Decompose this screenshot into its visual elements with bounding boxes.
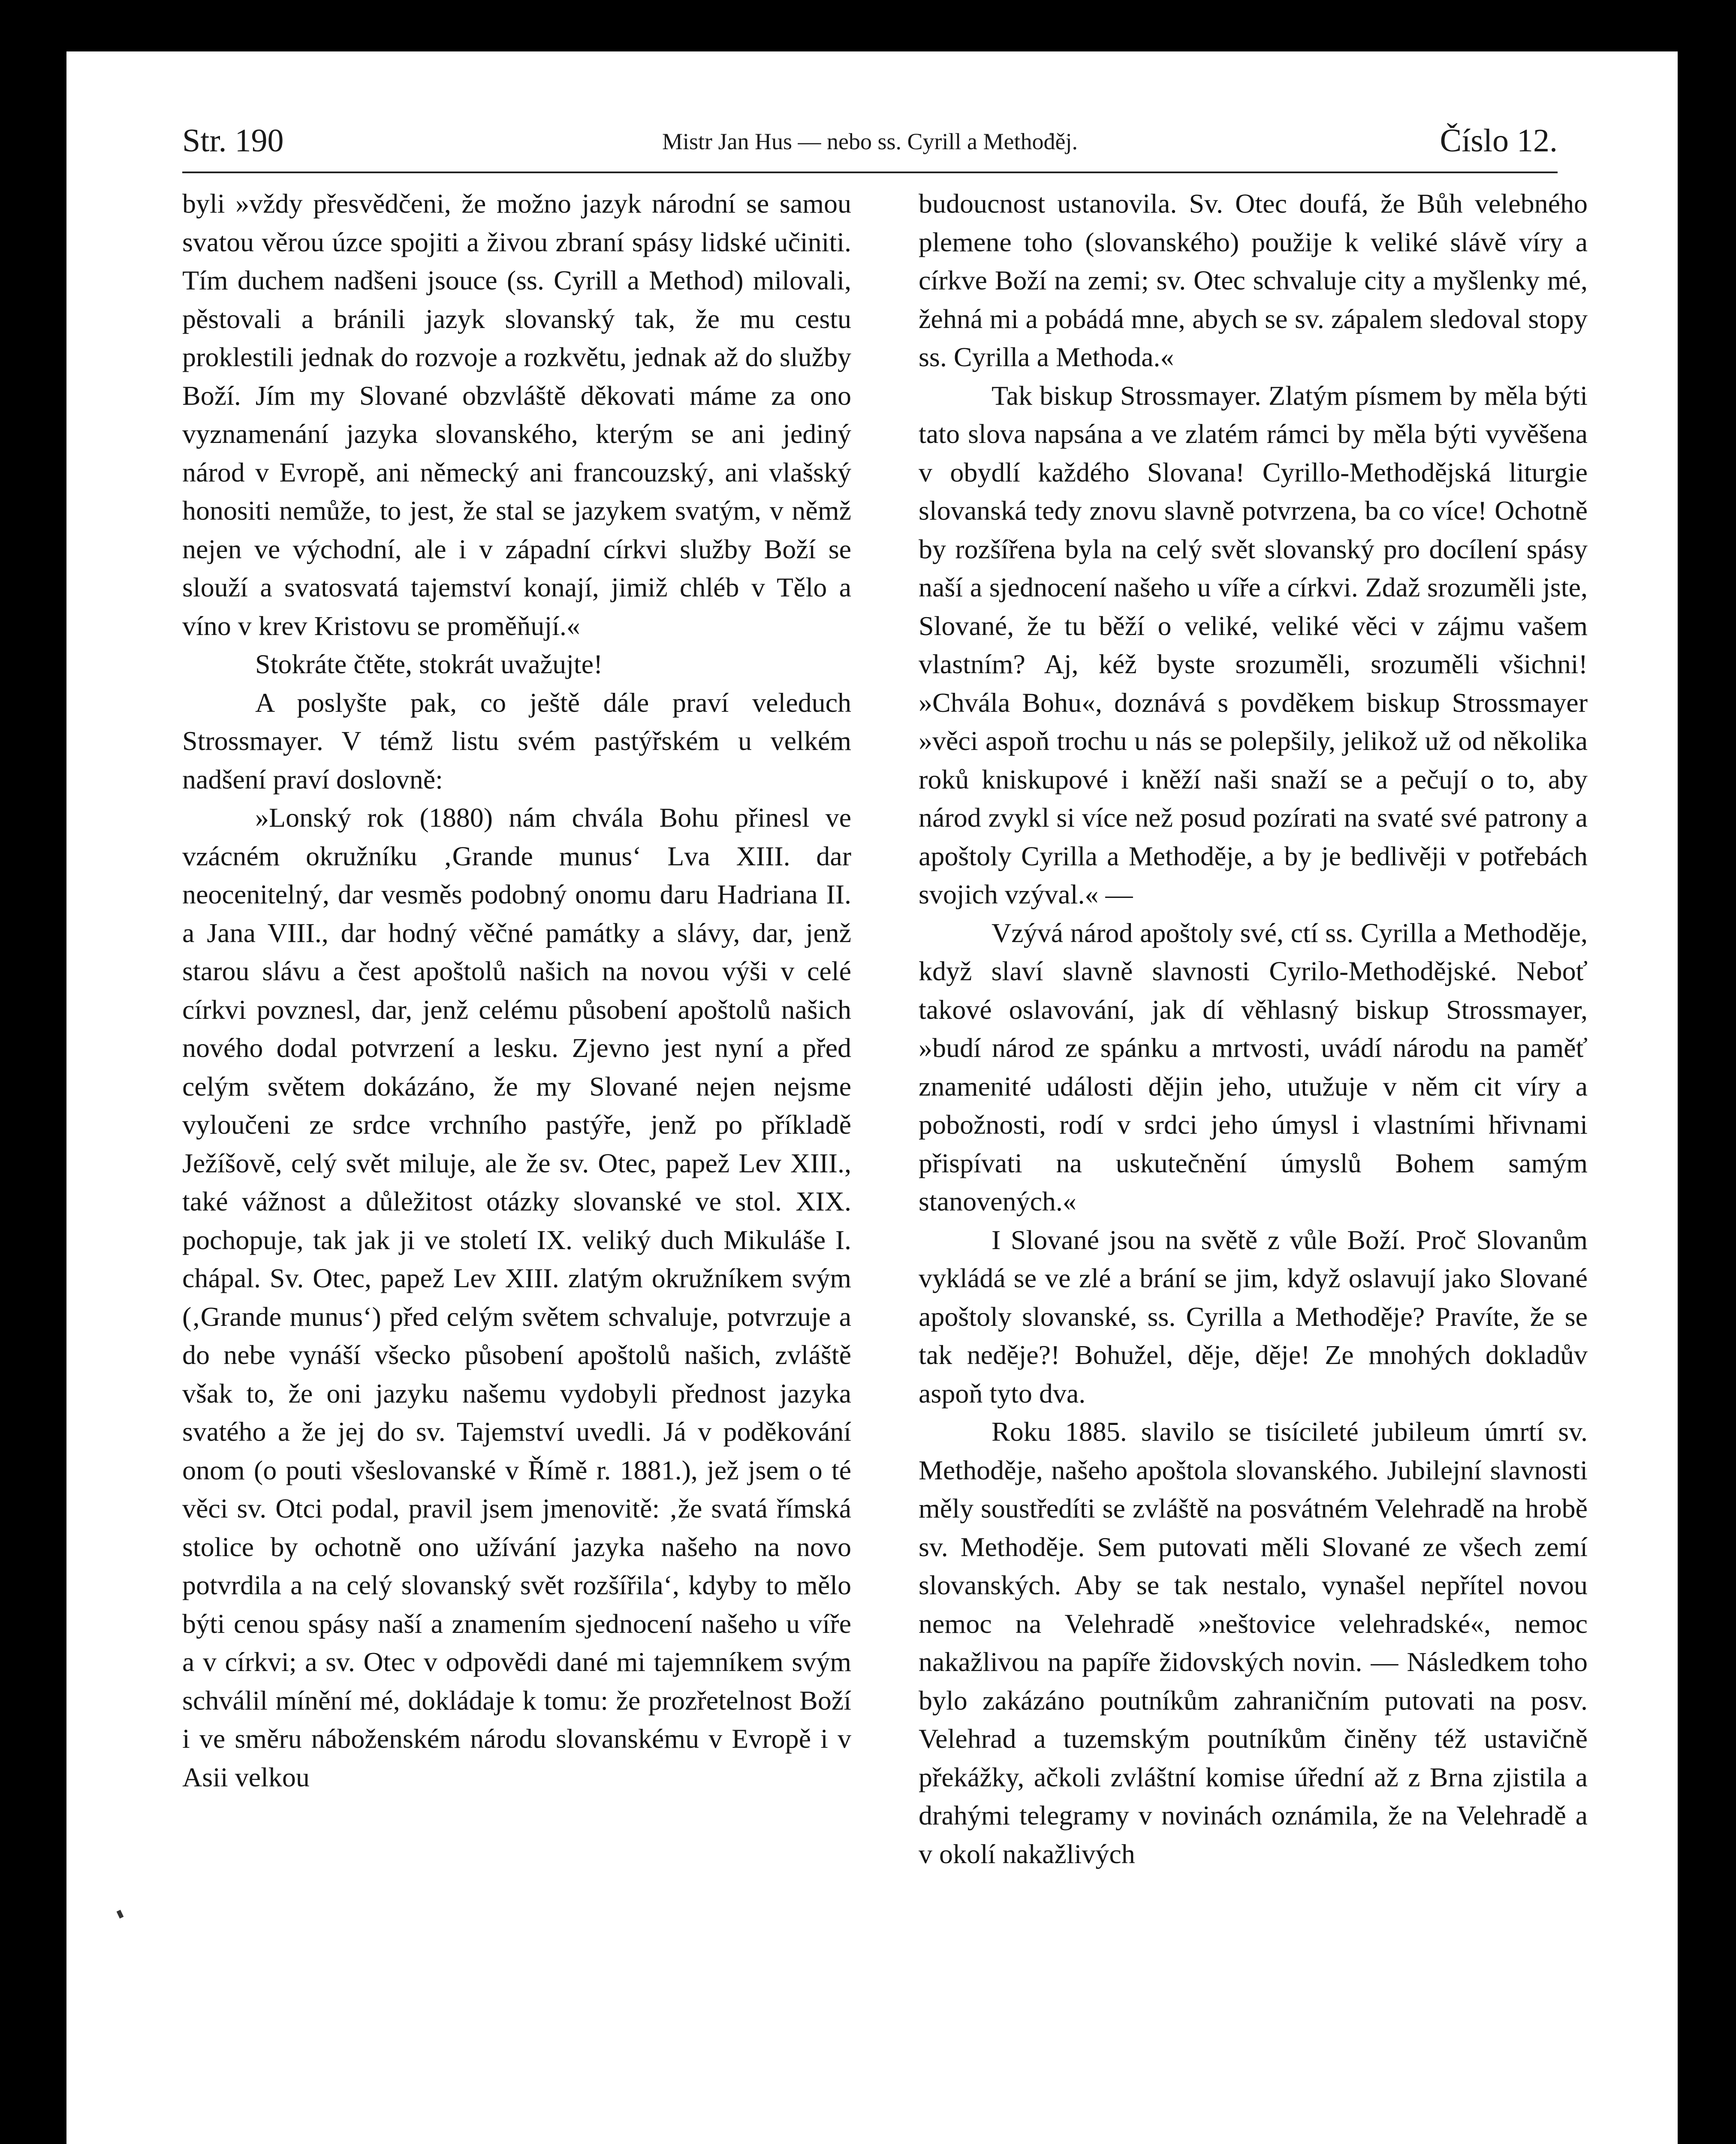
paragraph: budoucnost ustanovila. Sv. Otec doufá, že Bůh velebného plemene toho (slovanského) použije k veliké slávě víry a církve Boží na zemi; sv. Otec schvaluje city a myšlenky mé, žehná mi a pobádá mne, abych se sv. zápalem sledoval stopy ss. Cyrilla a Methoda.« (919, 188, 1588, 372)
running-title: Mistr Jan Hus — nebo ss. Cyrill a Methoděj. (662, 129, 1078, 154)
issue-number: Číslo 12. (1440, 123, 1558, 159)
paragraph: byli »vždy přesvědčeni, že možno jazyk národní se samou svatou věrou úzce spojiti a živou zbraní spásy lidské učiniti. Tím duchem nadšeni jsouce (ss. Cyrill a Method) milovali, pěstovali a bránili jazyk slovanský tak, že mu cestu proklestili jednak do rozvoje a rozkvětu, jednak až do služby Boží. Jím my Slované obzvláště děkovati máme za ono vyznamenání jazyka slovanského, kterým se ani jediný národ v Evropě, ani německý ani francouzský, ani vlašský honositi nemůže, to jest, že stal se jazykem svatým, v němž nejen ve východní, ale i v západní církvi služby Boží se slouží a svatosvatá tajemství konají, jimiž chléb v Tělo a víno v krev Kristovu se proměňují.« (182, 188, 851, 641)
page (66, 51, 1678, 2144)
paragraph: »Lonský rok (1880) nám chvála Bohu přinesl ve vzácném okružníku ‚Grande munus‘ Lva XIII. dar neocenitelný, dar vesměs podobný onomu daru Hadriana II. a Jana VIII., dar hodný věčné památky a slávy, dar, jenž starou slávu a čest apoštolů našich na novou výši v celé církvi povznesl, dar, jenž celému působení apoštolů našich nového dodal potvrzení a lesku. Zjevno jest nyní a před celým světem dokázáno, že my Slované nejen nejsme vyloučeni ze srdce vrchního pastýře, jenž po příkladě Ježíšově, celý svět miluje, ale že sv. Otec, papež Lev XIII., také vážnost a důležitost otázky slovanské ve stol. XIX. pochopuje, tak jak ji ve století IX. veliký duch Mikuláše I. chápal. Sv. Otec, papež Lev XIII. zlatým okružníkem svým (‚Grande munus‘) před celým světem schvaluje, potvrzuje a do nebe vynáší všecko působení apoštolů našich, zvláště však to, že oni jazyku našemu vydobyli přednost jazyka svatého a že jej do sv. Tajemství uvedli. Já v poděkování onom (o pouti všeslovanské v Římě r. 1881.), jež jsem o té věci sv. Otci podal, pravil jsem jmenovitě: ‚že svatá římská stolice by ochotně ono užívání jazyka našeho na novo potvrdila a na celý slovanský svět rozšířila‘, kdyby to mělo býti cenou spásy naší a znamením sjednocení našeho u víře a v církvi; a sv. Otec v odpovědi dané mi tajemníkem svým schválil mínění mé, dokládaje k tomu: že prozřetelnost Boží i ve směru náboženském národu slovanskému v Evropě i v Asii velkou (182, 802, 851, 1792)
paragraph: Vzývá národ apoštoly své, ctí ss. Cyrilla a Methoděje, když slaví slavně slavnosti Cyrilo-Methodějské. Neboť takové oslavování, jak dí věhlasný biskup Strossmayer, »budí národ ze spánku a mrtvosti, uvádí národu na paměť znamenité události dějin jeho, utužuje v něm cit víry a pobožnosti, rodí v srdci jeho úmysl i vlastními hřivnami přispívati na uskutečnění úmyslů Bohem samým stanovených.« (919, 917, 1588, 1217)
right-column (919, 184, 1588, 2144)
running-header (182, 122, 1558, 174)
paragraph: I Slované jsou na světě z vůle Boží. Proč Slovanům vykládá se ve zlé a brání se jim, když oslavují jako Slované apoštoly slovanské, ss. Cyrilla a Methoděje? Pravíte, že se tak neděje?! Bohužel, děje, děje! Ze mnohých dokladův aspoň tyto dva. (919, 1224, 1588, 1409)
paragraph: A poslyšte pak, co ještě dále praví veleduch Strossmayer. V témž listu svém pastýřském u velkém nadšení praví doslovně: (182, 687, 851, 795)
margin-mark (117, 1910, 124, 1919)
left-column (182, 184, 851, 2144)
page-number: Str. 190 (182, 123, 284, 159)
header-rule (182, 172, 1558, 173)
paragraph: Stokráte čtěte, stokrát uvažujte! (255, 649, 603, 679)
paragraph: Roku 1885. slavilo se tisícileté jubileum úmrtí sv. Methoděje, našeho apoštola slovanského. Jubilejní slavnosti měly soustředíti se zvláště na posvátném Velehradě na hrobě sv. Methoděje. Sem putovati měli Slované ze všech zemí slovanských. Aby se tak nestalo, vynašel nepřítel novou nemoc na Velehradě »neštovice velehradské«, nemoc nakažlivou na papíře židovských novin. — Následkem toho bylo zakázáno poutníkům zahraničním putovati na posv. Velehrad a tuzemským poutníkům činěny též ustavičně překážky, ačkoli zvláštní komise úřední až z Brna zjistila a drahými telegramy v novinách oznámila, že na Velehradě a v okolí nakažlivých (919, 1416, 1588, 1869)
paragraph: Tak biskup Strossmayer. Zlatým písmem by měla býti tato slova napsána a ve zlatém rámci by měla býti vyvěšena v obydlí každého Slovana! Cyrillo-Methodějská liturgie slovanská tedy znovu slavně potvrzena, ba co více! Ochotně by rozšířena byla na celý svět slovanský pro docílení spásy naší a sjednocení našeho u víře a církvi. Zdaž srozuměli jste, Slované, že tu běží o veliké, veliké věci v zájmu vašem vlastním? Aj, kéž byste srozuměli, srozuměli všichni! »Chvála Bohu«, doznává s povděkem biskup Strossmayer »věci aspoň trochu u nás se polepšily, jelikož už od několika roků kniskupové i kněží naši snaží se a pečují o to, aby národ zvykl si více než posud pozírati na svaté své patrony a apoštoly Cyrilla a Methoděje, a by je bedlivěji v potřebách svojich vzýval.« — (919, 380, 1588, 909)
